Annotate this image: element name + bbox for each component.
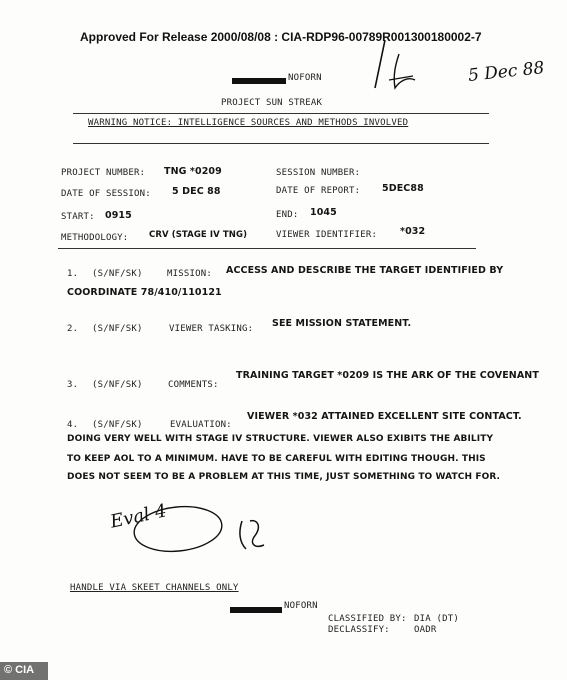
item-text-line: VIEWER *032 ATTAINED EXCELLENT SITE CONTACT.	[247, 411, 522, 422]
watermark-label: © CIA	[4, 664, 35, 676]
warning-notice: WARNING NOTICE: INTELLIGENCE SOURCES AND METHODS INVOLVED	[88, 118, 409, 128]
project-number-label: PROJECT NUMBER:	[61, 168, 146, 178]
end-label: END:	[276, 210, 299, 220]
warning-rule-bottom	[73, 143, 489, 144]
start-label: START:	[61, 212, 95, 222]
viewer-identifier-label: VIEWER IDENTIFIER:	[276, 230, 378, 240]
handwritten-initials	[355, 36, 465, 96]
item-number: 4.	[67, 420, 79, 430]
session-number-label: SESSION NUMBER:	[276, 168, 361, 178]
item-text-line: DOING VERY WELL WITH STAGE IV STRUCTURE. VIEWER ALSO EXIBITS THE ABILITY	[67, 434, 494, 444]
item-code: (S/NF/SK)	[92, 324, 143, 334]
handling-caveat: HANDLE VIA SKEET CHANNELS ONLY	[70, 583, 239, 593]
declassify-label: DECLASSIFY:	[328, 625, 390, 635]
date-of-session-value: 5 DEC 88	[172, 186, 221, 197]
item-number: 2.	[67, 324, 79, 334]
classification-top: NOFORN	[288, 73, 322, 83]
item-label: COMMENTS:	[168, 380, 219, 390]
start-value: 0915	[105, 210, 132, 221]
document-title: PROJECT SUN STREAK	[221, 98, 323, 108]
date-of-report-value: 5DEC88	[382, 183, 424, 194]
item-text-line: ACCESS AND DESCRIBE THE TARGET IDENTIFIED BY	[226, 265, 504, 276]
fields-rule	[58, 248, 476, 249]
declassify-value: OADR	[414, 625, 437, 635]
warning-rule-top	[73, 113, 489, 114]
methodology-label: METHODOLOGY:	[61, 233, 129, 243]
release-header: Approved For Release 2000/08/08 : CIA-RDP96-00789R001300180002-7	[80, 30, 482, 44]
classified-by-value: DIA (DT)	[414, 614, 459, 624]
methodology-value: CRV (STAGE IV TNG)	[149, 230, 248, 240]
item-text-line: SEE MISSION STATEMENT.	[272, 318, 412, 329]
item-text-line: DOES NOT SEEM TO BE A PROBLEM AT THIS TIME, JUST SOMETHING TO WATCH FOR.	[67, 472, 501, 482]
item-text-line: TRAINING TARGET *0209 IS THE ARK OF THE COVENANT	[236, 370, 539, 381]
viewer-identifier-value: *032	[400, 226, 426, 237]
eval-mark: Eval 4	[108, 500, 169, 533]
item-label: VIEWER TASKING:	[169, 324, 254, 334]
handwritten-initial	[232, 515, 272, 555]
project-number-value: TNG *0209	[164, 166, 222, 177]
item-code: (S/NF/SK)	[92, 420, 143, 430]
item-label: EVALUATION:	[170, 420, 232, 430]
date-of-report-label: DATE OF REPORT:	[276, 186, 361, 196]
handwritten-date: 5 Dec 88	[467, 58, 546, 86]
item-text-line: COORDINATE 78/410/110121	[67, 287, 222, 298]
end-value: 1045	[310, 207, 337, 218]
item-code: (S/NF/SK)	[92, 269, 143, 279]
item-code: (S/NF/SK)	[92, 380, 143, 390]
item-number: 1.	[67, 269, 79, 279]
redaction-bar	[232, 78, 286, 84]
redaction-bar	[230, 607, 282, 613]
item-number: 3.	[67, 380, 79, 390]
date-of-session-label: DATE OF SESSION:	[61, 189, 151, 199]
item-label: MISSION:	[167, 269, 212, 279]
classified-by-label: CLASSIFIED BY:	[328, 614, 407, 624]
classification-bottom: NOFORN	[284, 601, 318, 611]
item-text-line: TO KEEP AOL TO A MINIMUM. HAVE TO BE CAREFUL WITH EDITING THOUGH. THIS	[67, 454, 486, 464]
